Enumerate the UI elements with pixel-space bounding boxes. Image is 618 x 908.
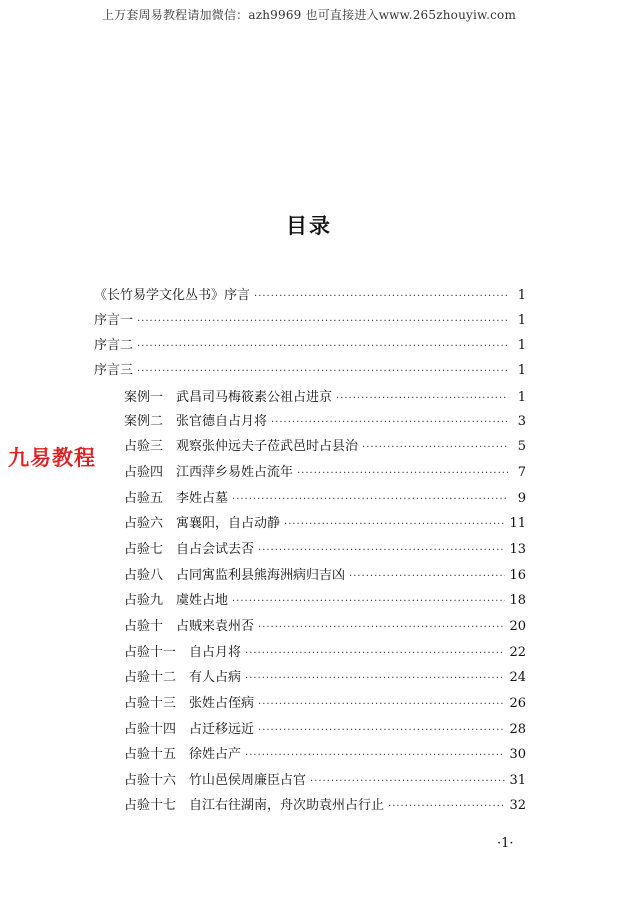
toc-entry-title: 占验十三 张姓占侄病 [124,696,255,711]
toc-entry-page: 3 [517,414,526,429]
toc-entry-page: 26 [509,696,526,711]
dot-leader [297,465,508,483]
toc-entry-title: 《长竹易学文化丛书》序言 [94,288,251,303]
toc-entry-title: 占验四 江西萍乡易姓占流年 [124,465,294,480]
dot-leader [258,696,505,714]
toc-entry [124,772,526,790]
toc-entry-title: 序言三 [94,363,134,378]
dot-leader [258,722,505,740]
toc-entry [124,541,526,559]
toc-entry [124,567,526,585]
toc-entry [94,362,526,380]
toc-entry-title: 占验七 自占会试去否 [124,542,255,557]
toc-entry-page: 1 [517,338,526,353]
toc-entry-title: 案例二 张官德自占月将 [124,414,268,429]
toc-entry-page: 24 [509,670,526,685]
toc-entry-title: 占验十一 自占月将 [124,645,242,660]
toc-entry [124,389,526,407]
toc-entry-title: 占验十二 有人占病 [124,670,242,685]
watermark-logo: 九易教程 [8,446,96,470]
dot-leader [336,390,508,408]
dot-leader [137,313,508,331]
dot-leader [232,593,505,611]
dot-leader [284,516,505,534]
page-number: ·1· [497,836,514,851]
toc-entry [124,695,526,713]
dot-leader [245,645,505,663]
toc-entry-page: 7 [517,465,526,480]
toc-entry-page: 1 [517,390,526,405]
dot-leader [388,798,505,816]
toc-entry-title: 占验六 寓襄阳，自占动静 [124,516,281,531]
toc-entry-title: 占验十四 占迁移远近 [124,722,255,737]
dot-leader [232,491,508,509]
toc-entry [124,797,526,815]
toc-entry-title: 案例一 武昌司马梅筱素公祖占进京 [124,390,333,405]
dot-leader [258,542,505,560]
toc-entry [124,464,526,482]
toc-entry-page: 5 [517,439,526,454]
toc-entry [124,644,526,662]
toc-entry-page: 1 [517,313,526,328]
toc-entry-title: 序言一 [94,313,134,328]
toc-entry-title: 占验十五 徐姓占产 [124,747,242,762]
toc-entry-title: 占验十 占贼来袁州否 [124,619,255,634]
toc-entry-title: 占验三 观察张仲远夫子莅武邑时占县治 [124,439,359,454]
toc-entry [124,592,526,610]
toc-entry [124,746,526,764]
toc-entry-page: 16 [509,568,526,583]
header-note: 上万套周易教程请加微信：azh9969 也可直接进入www.265zhouyiw.com [101,8,517,22]
dot-leader [349,568,505,586]
toc-entry-page: 18 [509,593,526,608]
toc-entry [124,490,526,508]
toc-entry-page: 28 [509,722,526,737]
toc-entry-page: 31 [509,773,526,788]
toc-entry-page: 1 [517,363,526,378]
dot-leader [254,288,508,306]
toc-entry [124,669,526,687]
dot-leader [137,338,508,356]
toc-entry-page: 22 [509,645,526,660]
toc-entry-title: 占验五 李姓占墓 [124,491,229,506]
toc-entry-page: 30 [509,747,526,762]
toc-entry-title: 占验十六 竹山邑侯周廉臣占官 [124,773,307,788]
toc-entry-page: 32 [509,798,526,813]
toc-entry [124,618,526,636]
toc-entry-title: 占验八 占同寓监利县熊海洲病归吉凶 [124,568,346,583]
toc-entry-title: 占验十七 自江右往湖南，舟次助袁州占行止 [124,798,385,813]
toc-entry-page: 1 [517,288,526,303]
dot-leader [271,414,508,432]
toc-entry [124,438,526,456]
toc-entry-page: 20 [509,619,526,634]
toc-entry-title: 占验九 虞姓占地 [124,593,229,608]
dot-leader [137,363,508,381]
toc-entry [94,312,526,330]
page-title: 目录 [286,214,332,238]
toc-entry [124,721,526,739]
dot-leader [245,747,505,765]
dot-leader [310,773,505,791]
toc-entry [94,337,526,355]
dot-leader [362,439,508,457]
toc-entry [124,515,526,533]
toc-entry [124,413,526,431]
toc-entry-title: 序言二 [94,338,134,353]
toc-entry-page: 9 [517,491,526,506]
toc-entry-page: 11 [509,516,526,531]
toc-entry [94,287,526,305]
dot-leader [245,670,505,688]
dot-leader [258,619,505,637]
toc-entry-page: 13 [509,542,526,557]
